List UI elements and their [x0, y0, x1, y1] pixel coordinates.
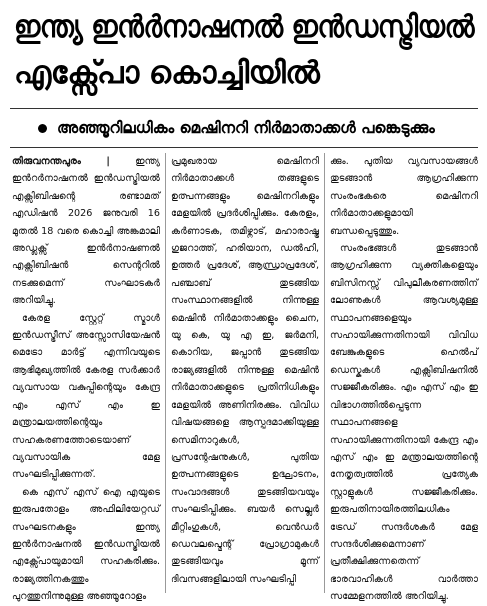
article-column-1 — [12, 153, 160, 603]
article-paragraph: കേരള സ്റ്റേറ്റ് സ്മാൾ ഇൻഡസ്ട്രീസ് അസ്സോസിയേഷൻ മെട്രോ മാർട്ട് എന്നിവയുടെ ആഭിമുഖ്യത്തിൽ കേരള സർക്കാർ വ്യവസായ വകുപ്പിന്റെയും കേന്ദ്ര എം എസ് എം ഇ മന്ത്രാലയത്തിന്റെയും സഹകരണത്തോടെയാണ് വ്യവസായിക മേള സംഘടിപ്പിക്കുന്നത്. — [12, 312, 160, 481]
article-body — [12, 153, 478, 603]
article-paragraph — [12, 153, 160, 310]
headline-line-1: ഇന്ത്യ ഇൻർനാഷനൽ ഇൻഡസ്ട്രിയൽ — [14, 9, 475, 45]
subheadline: അഞ്ഞൂറിലധികം മെഷിനറി നിർമാതാക്കൾ പങ്കെടുക്കും — [57, 118, 435, 137]
article-paragraph: കെ എസ് എസ് ഐ എയുടെ ഇരുപതോളം അഫിലിയേറ്റഡ് സംഘടനകളും ഇന്ത്യ ഇൻർനാഷനൽ ഇൻഡസ്ട്രിയൽ എക്സ്പോയുമായി സഹകരിക്കും. രാജ്യത്തിനകത്തും പുറത്തുനിന്നുമുള്ള അഞ്ഞൂറോളം — [12, 486, 160, 603]
article-column-3 — [330, 153, 478, 603]
article-paragraph: സംരംഭങ്ങൾ തുടങ്ങാൻ ആഗ്രഹിക്കുന്ന വ്യക്തികളെയും ബിസിനസ്സ് വിപുലീകരണത്തിന് ലോണുകൾ ആവശ്യമുള്ള സ്ഥാപനങ്ങളെയും സഹായിക്കുന്നതിനായി വിവിധ ബേങ്കുകളുടെ ഹെൽപ് ഡെസ്കുകൾ എക്സിബിഷനിൽ സജ്ജീകരിക്കും. എം എസ് എം ഇ വിഭാഗത്തിൽപ്പെടുന്ന സ്ഥാപനങ്ങളെ സഹായിക്കുന്നതിനായി കേന്ദ്ര എം എസ് എം ഇ മന്ത്രാലയത്തിന്റെ നേതൃത്വത്തിൽ പ്രത്യേക സ്റ്റാളുകൾ സജ്ജീകരിക്കും. ഇരുപതിനായിരത്തിലധികം ട്രേഡ് സന്ദർശകർ മേള സന്ദർശിക്കുമെന്നാണ് പ്രതീക്ഷിക്കുന്നതെന്ന് ഭാരവാഹികൾ വാർത്താ സമ്മേളനത്തിൽ അറിയിച്ചു. — [330, 243, 478, 603]
dateline: തിരുവനന്തപുരം | — [12, 156, 110, 167]
article-paragraph: ക്കും. പുതിയ വ്യവസായങ്ങൾ തുടങ്ങാൻ ആഗ്രഹിക്കുന്ന സംരംഭകരെ മെഷിനറി നിർമാതാക്കളുമായി ബന്ധപ്പെടുത്തും. — [330, 156, 478, 237]
column-divider — [165, 153, 166, 593]
article-column-2 — [171, 153, 319, 593]
bullet-icon — [38, 124, 47, 133]
headline-line-2: എക്സ്പോ കൊച്ചിയിൽ — [14, 55, 320, 91]
subheadline-bar — [10, 108, 478, 148]
article-paragraph: പ്രമുഖരായ മെഷിനറി നിർമാതാക്കൾ തങ്ങളുടെ ഉത്പന്നങ്ങളും മെഷിനറികളും മേളയിൽ പ്രദർശിപ്പിക്കും. കേരളം, കർണാടക, തമിഴ്നാട്, മഹാരാഷ്ട്ര ഗുജറാത്ത്, ഹരിയാന, ഡൽഹി, ഉത്തർ പ്രദേശ്, ആന്ധ്രാപ്രദേശ്, പഞ്ചാബ് തുടങ്ങിയ സംസ്ഥാനങ്ങളിൽ നിന്നുള്ള മെഷിൻ നിർമാതാക്കളും ചൈന, യു കെ, യു എ ഇ, ജർമനി, കൊറിയ, ജപ്പാൻ തുടങ്ങിയ രാജ്യങ്ങളിൽ നിന്നുള്ള മെഷിൻ നിർമാതാക്കളുടെ പ്രതിനിധികളും മേളയിൽ അണിനിരക്കും. വിവിധ വിഷയങ്ങളെ ആസ്പദമാക്കിയുള്ള സെമിനാറുകൾ, പ്രസന്റേഷനുകൾ, പുതിയ ഉത്പന്നങ്ങളുടെ ഉദ്ഘാടനം, സംവാദങ്ങൾ തുടങ്ങിയവയും സംഘടിപ്പിക്കും. ബയർ സെല്ലർ മീറ്റിംഗുകൾ, വെൻഡർ ഡെവലപ്മെന്റ് പ്രോഗ്രാമുകൾ തുടങ്ങിയവും മൂന്ന് ദിവസങ്ങളിലായി സംഘടിപ്പി — [171, 156, 319, 585]
column-divider — [324, 153, 325, 593]
headline — [14, 4, 476, 96]
paragraph-text: ഇന്ത്യ ഇൻറർനാഷനൽ ഇൻഡസ്ട്രിയൽ എക്സിബിഷന്റെ രണ്ടാമത് എഡിഷൻ 2026 ജനുവരി 16 മുതൽ 18 വരെ കൊച്ചി അങ്കമാലി അഡ്ലക്സ് ഇൻർനാഷണൽ എക്സിബിഷൻ സെന്ററിൽ നടക്കുമെന്ന് സംഘാടകർ അറിയിച്ചു. — [12, 156, 160, 307]
